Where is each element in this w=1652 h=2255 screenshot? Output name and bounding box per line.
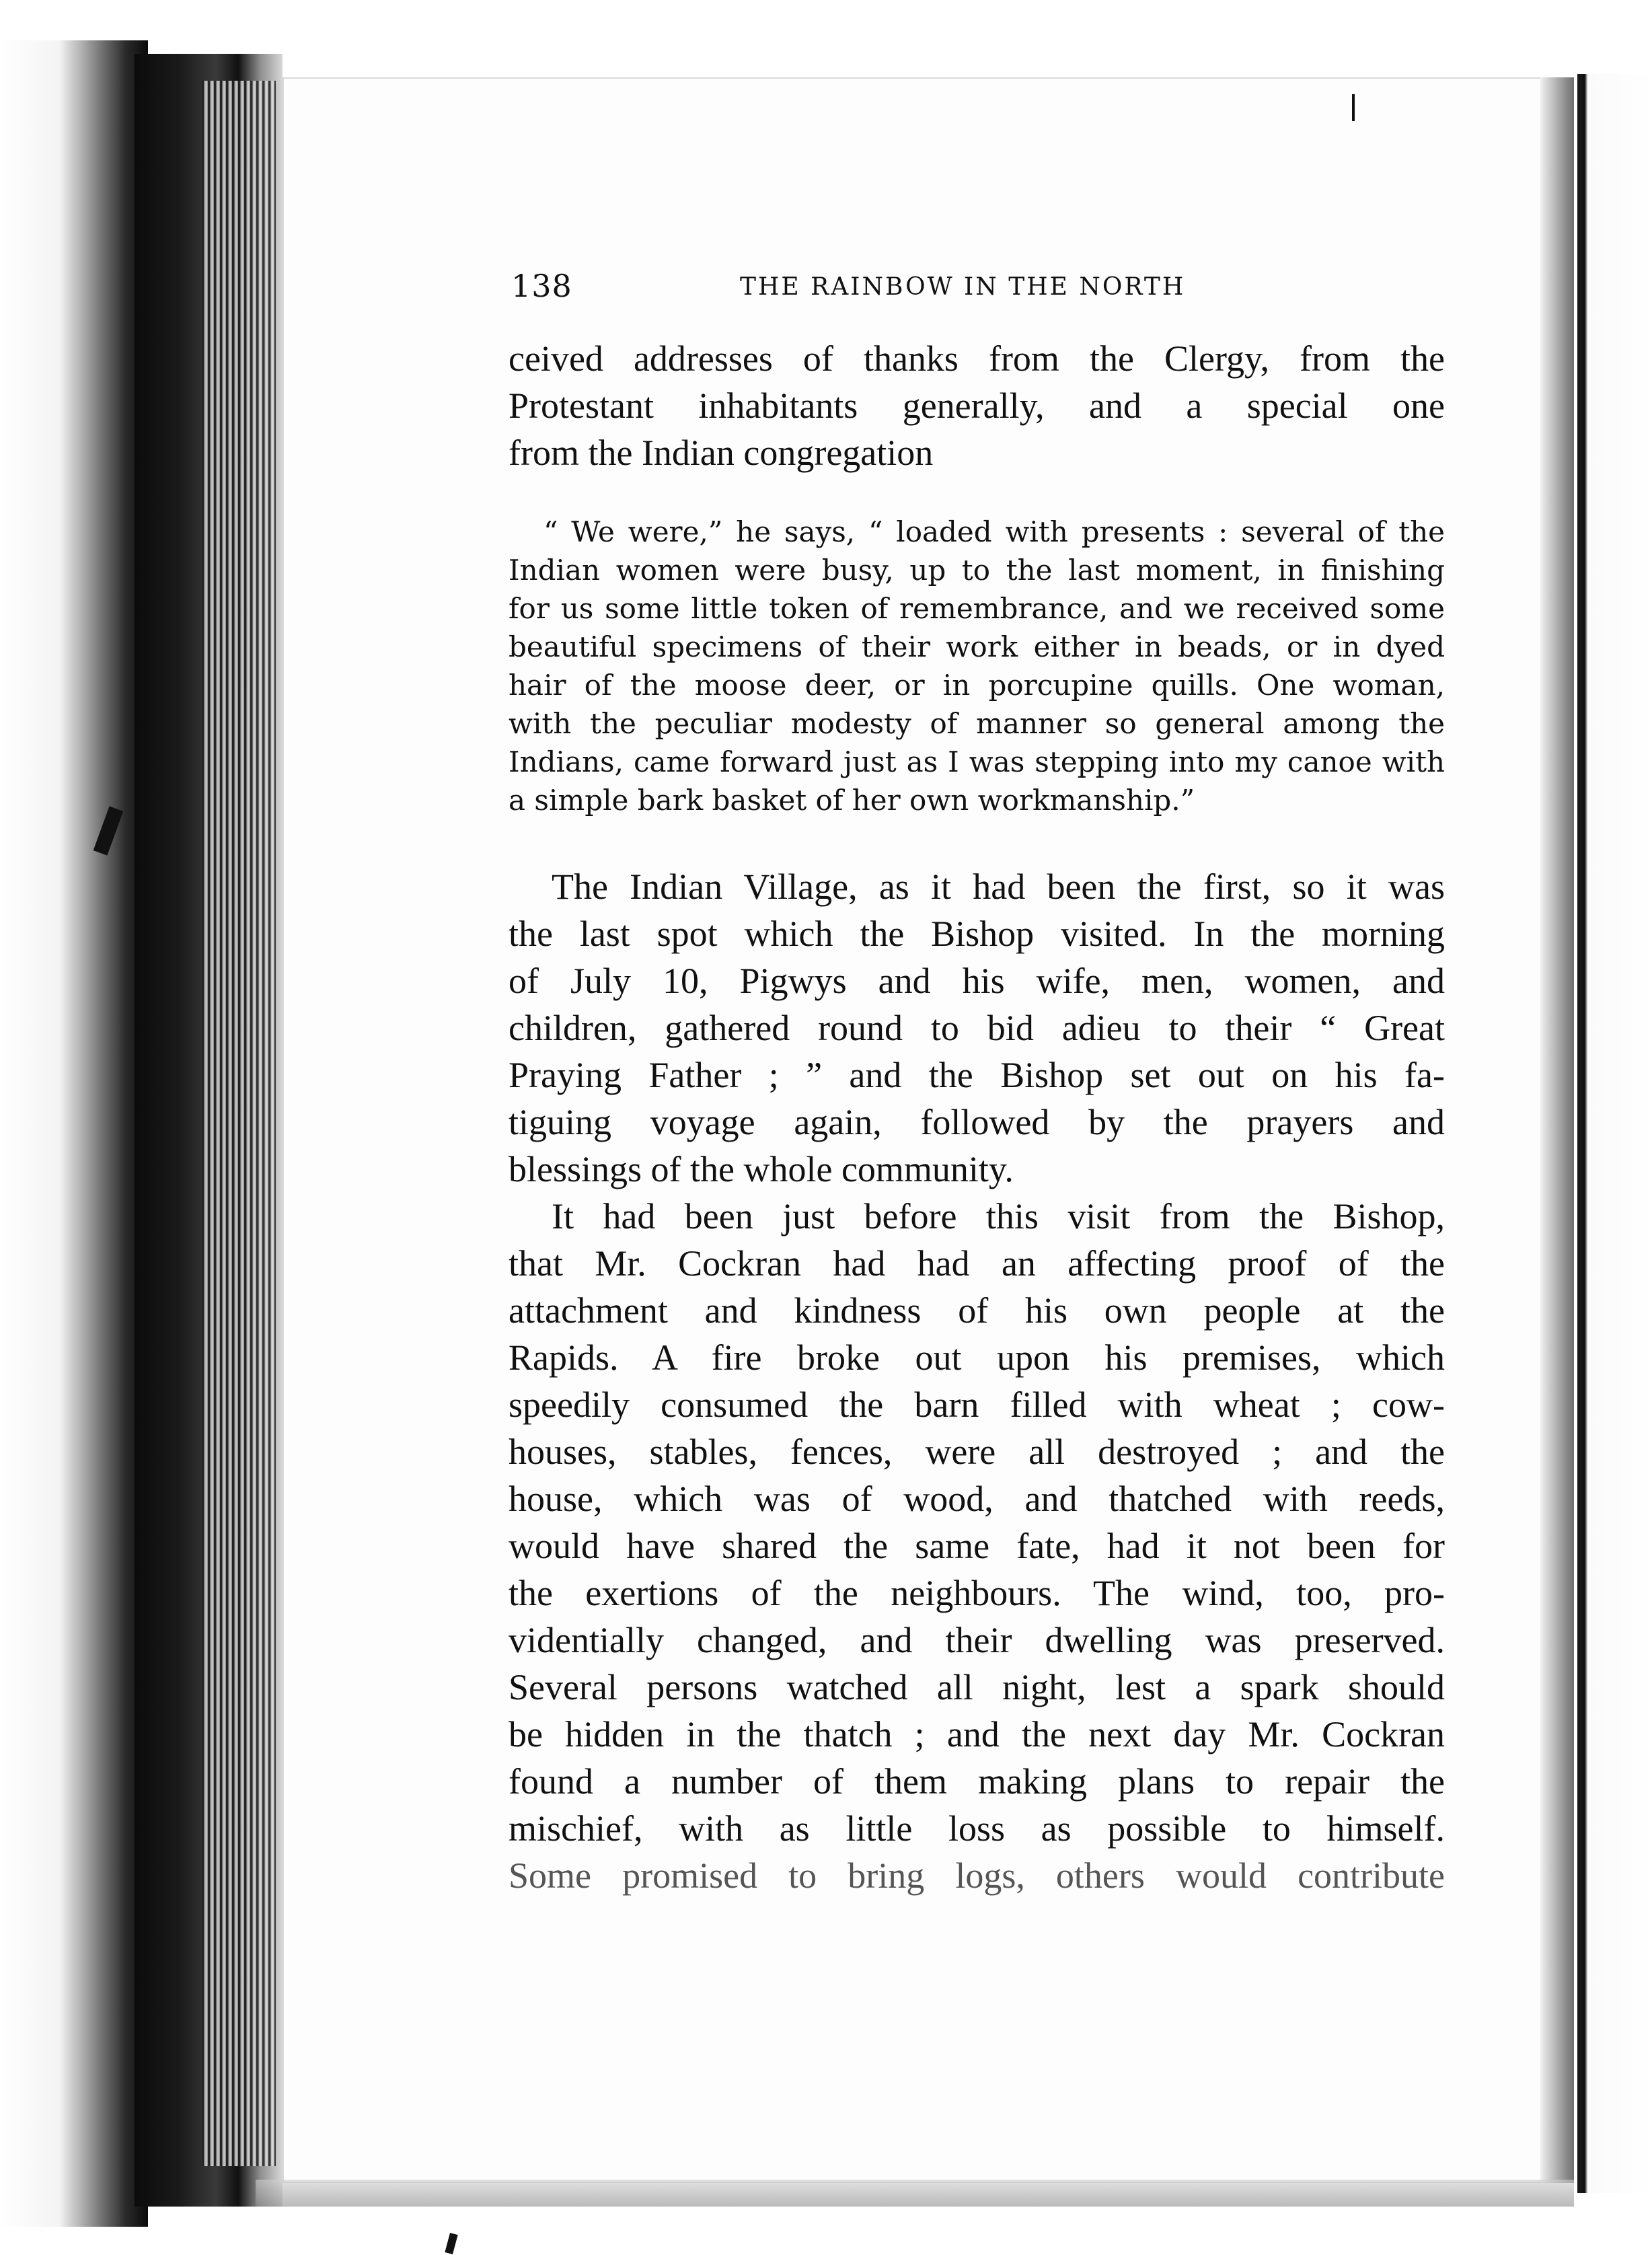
text-line: Protestant inhabitants generally, and a special one: [509, 385, 1445, 426]
page-bottom-edge: [256, 2180, 1574, 2207]
text-line: Praying Father ; ” and the Bishop set out on his fa-: [509, 1055, 1445, 1095]
text-line: would have shared the same fate, had it not been for: [509, 1526, 1445, 1566]
text-line: children, gathered round to bid adieu to their “ Great: [509, 1008, 1445, 1048]
page-edges: [202, 81, 276, 2166]
text-line: house, which was of wood, and thatched with reeds,: [509, 1479, 1445, 1519]
text-line: that Mr. Cockran had had an affecting proof of the: [509, 1243, 1445, 1284]
scan-speck: [445, 2233, 457, 2254]
text-line: tiguing voyage again, followed by the prayers and: [509, 1102, 1445, 1142]
quote-line: a simple bark basket of her own workmanship.”: [509, 784, 1195, 817]
facing-page-edge: [1577, 74, 1652, 2193]
block-quote: [509, 513, 1445, 819]
text-line: speedily consumed the barn filled with wheat ; cow-: [509, 1384, 1445, 1425]
running-head: [511, 268, 1453, 308]
text-line: mischief, with as little loss as possible to himself.: [509, 1808, 1445, 1849]
text-line: houses, stables, fences, were all destroyed ; and the: [509, 1432, 1445, 1472]
text-line: videntially changed, and their dwelling was preserved.: [509, 1620, 1445, 1660]
scan-speck: [1352, 94, 1355, 121]
text-line: be hidden in the thatch ; and the next day Mr. Cockran: [509, 1714, 1445, 1754]
text-line: Several persons watched all night, lest a spark should: [509, 1667, 1445, 1707]
running-title: THE RAINBOW IN THE NORTH: [740, 273, 1186, 301]
paragraph-3: [509, 1193, 1445, 1899]
quote-line: Indian women were busy, up to the last moment, in finishing: [509, 554, 1445, 587]
quote-line: beautiful specimens of their work either in beads, or in dyed: [509, 630, 1445, 663]
paragraph-2: [509, 863, 1445, 1193]
text-line: found a number of them making plans to repair the: [509, 1761, 1445, 1802]
quote-line: for us some little token of remembrance, and we received some: [509, 592, 1445, 625]
paragraph-1: [509, 335, 1445, 476]
text-line: The Indian Village, as it had been the first, so it was: [552, 866, 1445, 907]
page-number: 138: [511, 268, 572, 304]
text-line: It had been just before this visit from the Bishop,: [552, 1196, 1445, 1236]
quote-line: with the peculiar modesty of manner so general among the: [509, 707, 1445, 740]
quote-line: Indians, came forward just as I was stepping into my canoe with: [509, 745, 1445, 778]
quote-line: hair of the moose deer, or in porcupine quills. One woman,: [509, 669, 1445, 702]
text-line: from the Indian congregation: [509, 433, 934, 473]
quote-line: “ We were,” he says, “ loaded with presents : several of the: [543, 515, 1445, 548]
text-line: Some promised to bring logs, others would contribute: [509, 1855, 1445, 1896]
text-line: the last spot which the Bishop visited. In the morning: [509, 914, 1445, 954]
text-line: blessings of the whole community.: [509, 1149, 1014, 1189]
text-line: attachment and kindness of his own people at the: [509, 1290, 1445, 1331]
page-right-shadow: [1540, 77, 1574, 2183]
text-line: of July 10, Pigwys and his wife, men, women, and: [509, 961, 1445, 1001]
left-margin-shadow: [0, 40, 148, 2227]
text-line: ceived addresses of thanks from the Clergy, from the: [509, 338, 1445, 379]
text-line: Rapids. A fire broke out upon his premises, which: [509, 1337, 1445, 1378]
text-line: the exertions of the neighbours. The wind, too, pro-: [509, 1573, 1445, 1613]
